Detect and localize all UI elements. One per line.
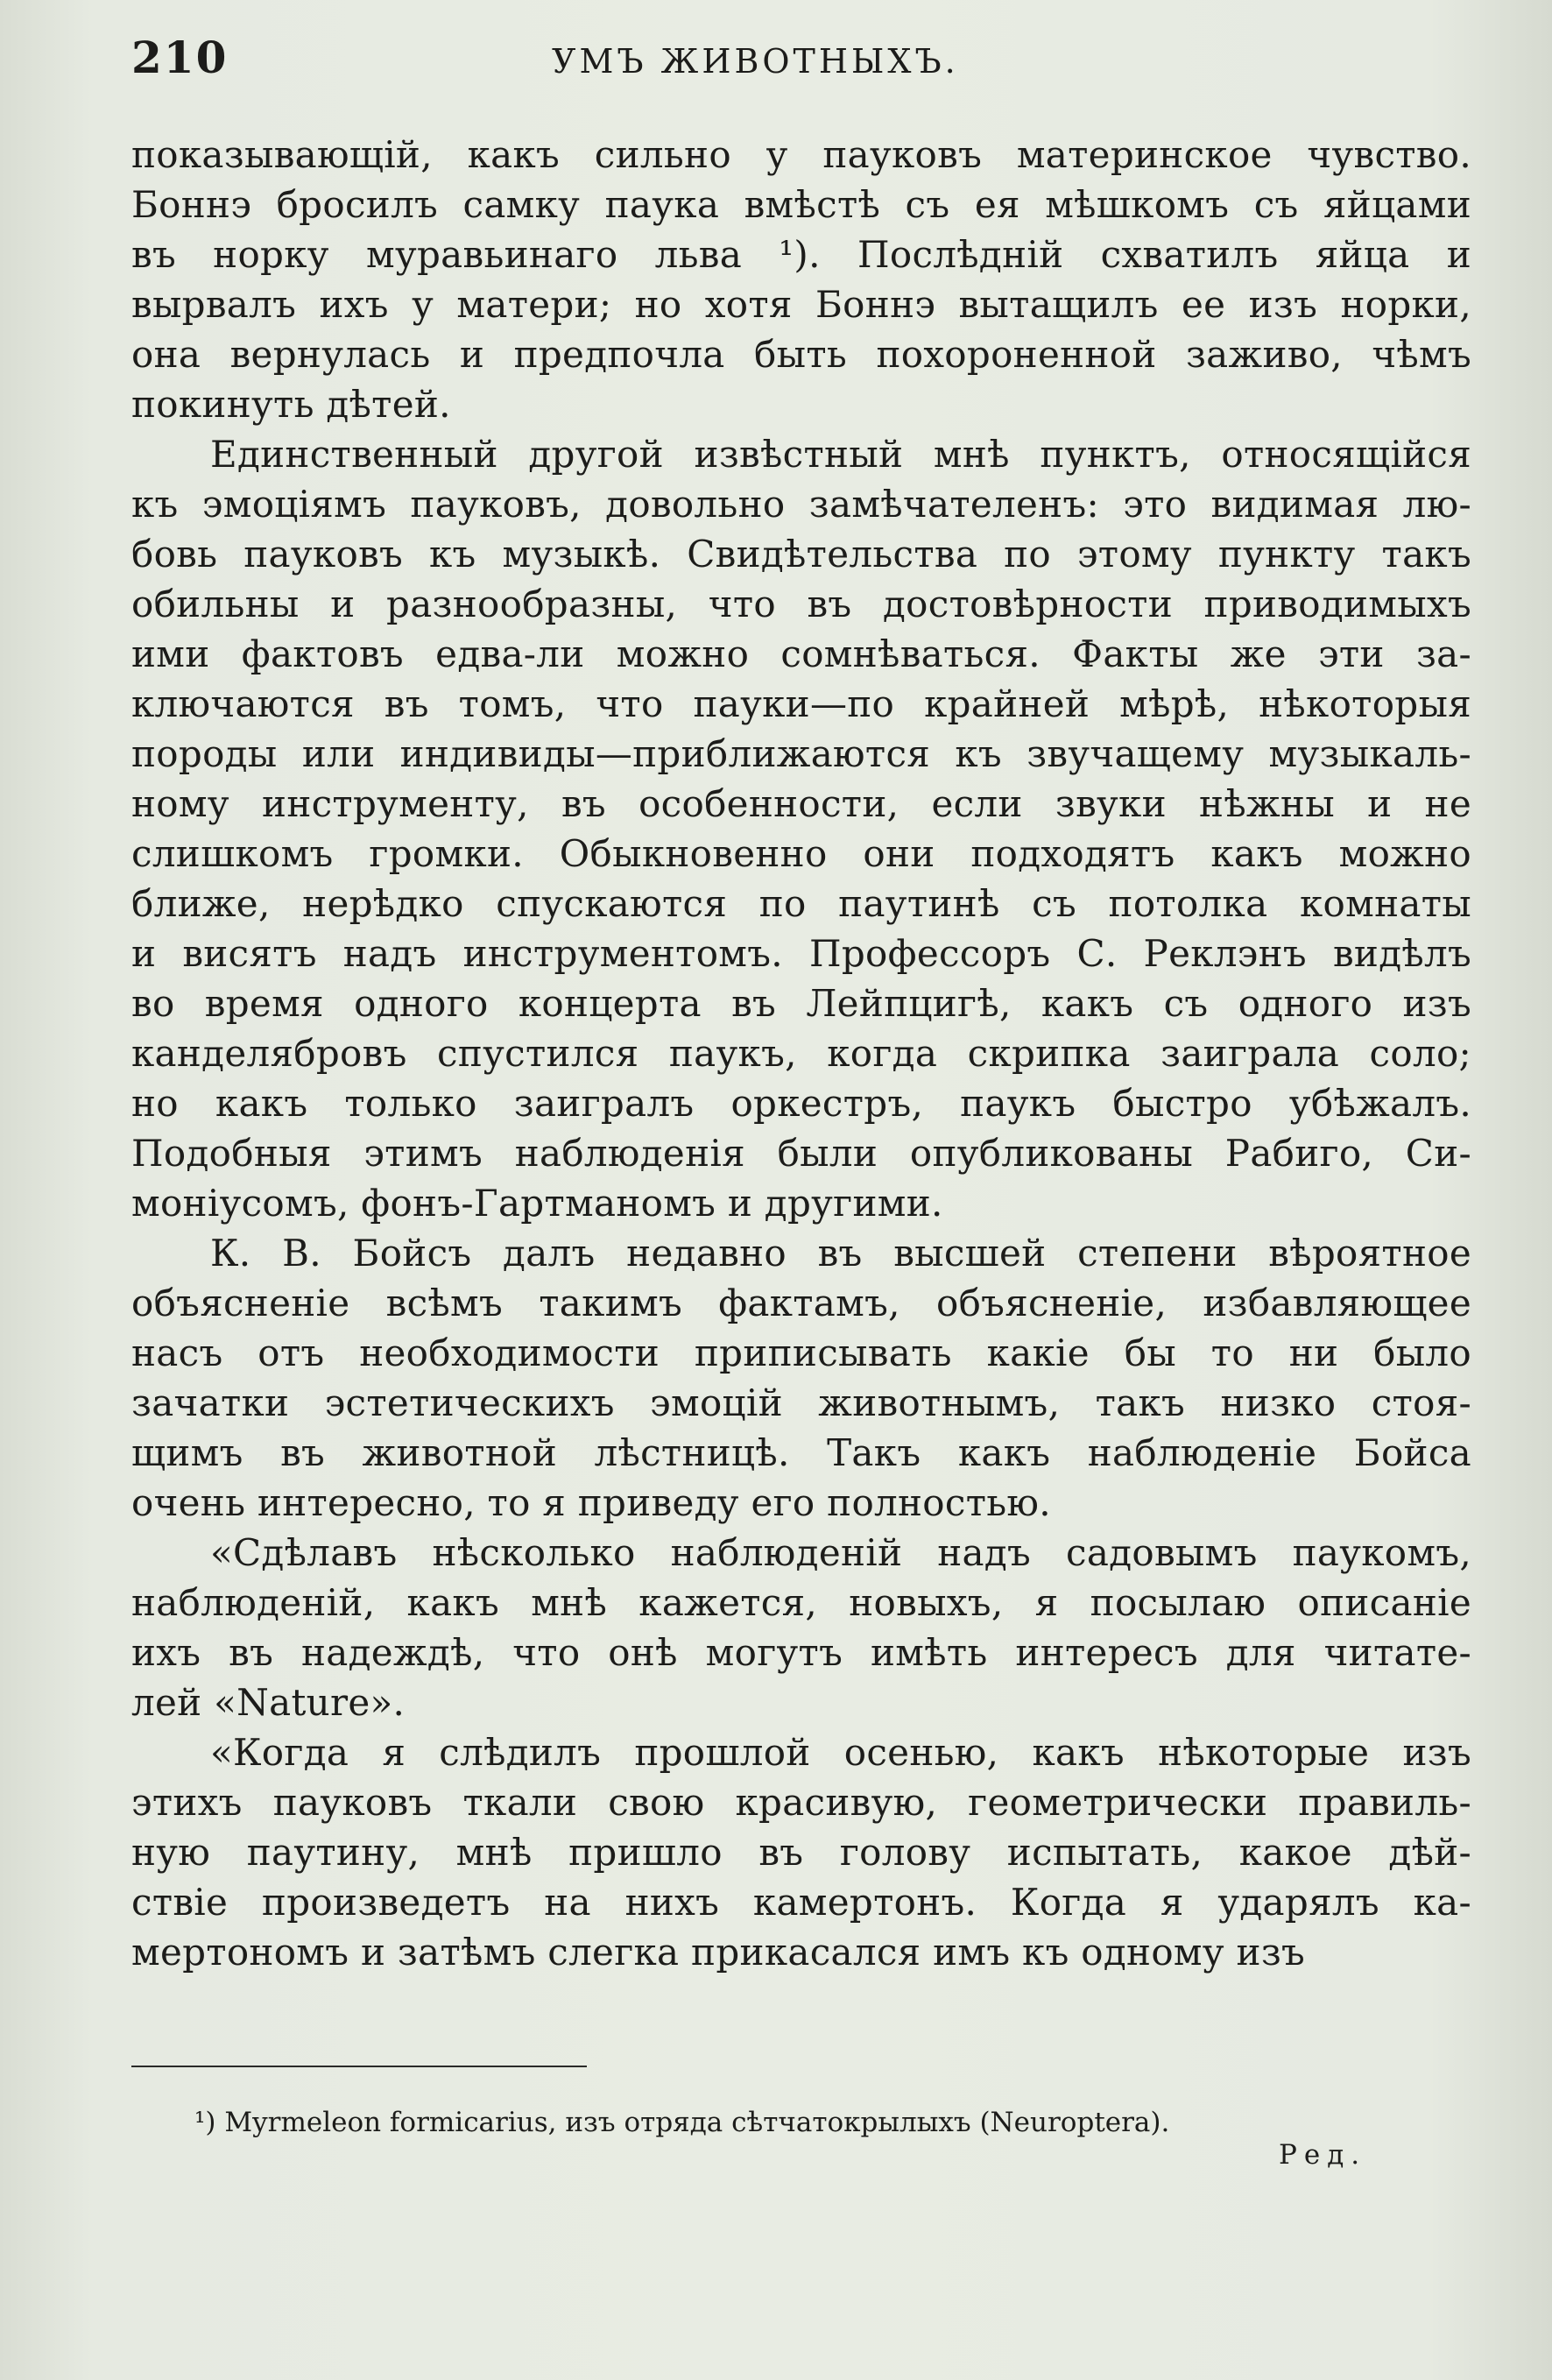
text-line: она вернулась и предпочла быть похороненной заживо, чѣмъ <box>131 333 1471 376</box>
text-line: во время одного концерта въ Лейпцигѣ, какъ съ одного изъ <box>131 982 1471 1025</box>
text-line: канделябровъ спустился паукъ, когда скрипка заиграла соло; <box>131 1032 1471 1075</box>
text-line: очень интересно, то я приведу его полностью. <box>131 1481 1051 1524</box>
running-title: УМЪ ЖИВОТНЫХЪ. <box>552 42 959 81</box>
text-line: наблюденій, какъ мнѣ кажется, новыхъ, я посылаю описаніе <box>131 1581 1471 1624</box>
text-line: показывающій, какъ сильно у пауковъ материнское чувство. <box>131 133 1471 176</box>
text-line: бовь пауковъ къ музыкѣ. Свидѣтельства по этому пункту такъ <box>131 533 1471 576</box>
text-line: ному инструменту, въ особенности, если звуки нѣжны и не <box>131 782 1471 825</box>
text-line: ствіе произведетъ на нихъ камертонъ. Когда я ударялъ ка- <box>131 1881 1471 1924</box>
text-line: покинуть дѣтей. <box>131 383 451 426</box>
paragraph <box>131 130 1471 429</box>
body-text <box>131 130 1471 1977</box>
text-line: насъ отъ необходимости приписывать какіе бы то ни было <box>131 1331 1471 1374</box>
text-line: ную паутину, мнѣ пришло въ голову испытать, какое дѣй- <box>131 1831 1471 1874</box>
text-line: мертономъ и затѣмъ слегка прикасался имъ къ одному изъ <box>131 1931 1306 1974</box>
text-line: и висятъ надъ инструментомъ. Профессоръ С. Реклэнъ видѣлъ <box>131 932 1471 975</box>
footnote-editor-mark: Ред. <box>1279 2139 1367 2171</box>
footnote: ¹) Myrmeleon formicarius, изъ отряда сѣтчатокрылыхъ (Neuroptera). <box>194 2107 1170 2138</box>
text-line: но какъ только заигралъ оркестръ, паукъ быстро убѣжалъ. <box>131 1082 1471 1125</box>
text-line: зачатки эстетическихъ эмоцій животнымъ, такъ низко стоя- <box>131 1381 1471 1424</box>
paragraph <box>131 1228 1471 1528</box>
paragraph <box>131 1528 1471 1727</box>
running-head <box>131 32 1471 84</box>
text-line: слишкомъ громки. Обыкновенно они подходятъ какъ можно <box>131 832 1471 875</box>
page-number: 210 <box>131 32 229 83</box>
text-line: породы или индивиды—приближаются къ звучащему музыкаль- <box>131 732 1471 775</box>
text-line: Единственный другой извѣстный мнѣ пунктъ, относящійся <box>210 433 1471 476</box>
text-line: обильны и разнообразны, что въ достовѣрности приводимыхъ <box>131 583 1471 625</box>
paragraph <box>131 1727 1471 1977</box>
text-line: К. В. Бойсъ далъ недавно въ высшей степени вѣроятное <box>210 1232 1471 1275</box>
text-line: «Сдѣлавъ нѣсколько наблюденій надъ садовымъ паукомъ, <box>210 1531 1471 1574</box>
text-line: Подобныя этимъ наблюденія были опубликованы Рабиго, Си- <box>131 1132 1471 1175</box>
text-line: «Когда я слѣдилъ прошлой осенью, какъ нѣкоторые изъ <box>210 1731 1471 1774</box>
text-line: ихъ въ надеждѣ, что онѣ могутъ имѣть интересъ для читате- <box>131 1631 1471 1674</box>
text-line: ключаются въ томъ, что пауки—по крайней мѣрѣ, нѣкоторыя <box>131 682 1471 725</box>
footnote-rule <box>131 2066 587 2067</box>
paragraph <box>131 429 1471 1228</box>
text-line: объясненіе всѣмъ такимъ фактамъ, объясненіе, избавляющее <box>131 1282 1471 1324</box>
text-line: щимъ въ животной лѣстницѣ. Такъ какъ наблюденіе Бойса <box>131 1431 1471 1474</box>
text-line: моніусомъ, фонъ-Гартманомъ и другими. <box>131 1182 943 1225</box>
text-line: ближе, нерѣдко спускаются по паутинѣ съ потолка комнаты <box>131 882 1471 925</box>
text-line: ими фактовъ едва-ли можно сомнѣваться. Факты же эти за- <box>131 632 1471 675</box>
text-line: вырвалъ ихъ у матери; но хотя Боннэ вытащилъ ее изъ норки, <box>131 283 1471 326</box>
text-line: къ эмоціямъ пауковъ, довольно замѣчателенъ: это видимая лю- <box>131 483 1471 526</box>
text-line: лей «Nature». <box>131 1681 406 1724</box>
text-line: Боннэ бросилъ самку паука вмѣстѣ съ ея мѣшкомъ съ яйцами <box>131 183 1471 226</box>
text-line: въ норку муравьинаго льва ¹). Послѣдній схватилъ яйца и <box>131 233 1471 276</box>
text-line: этихъ пауковъ ткали свою красивую, геометрически правиль- <box>131 1781 1471 1824</box>
